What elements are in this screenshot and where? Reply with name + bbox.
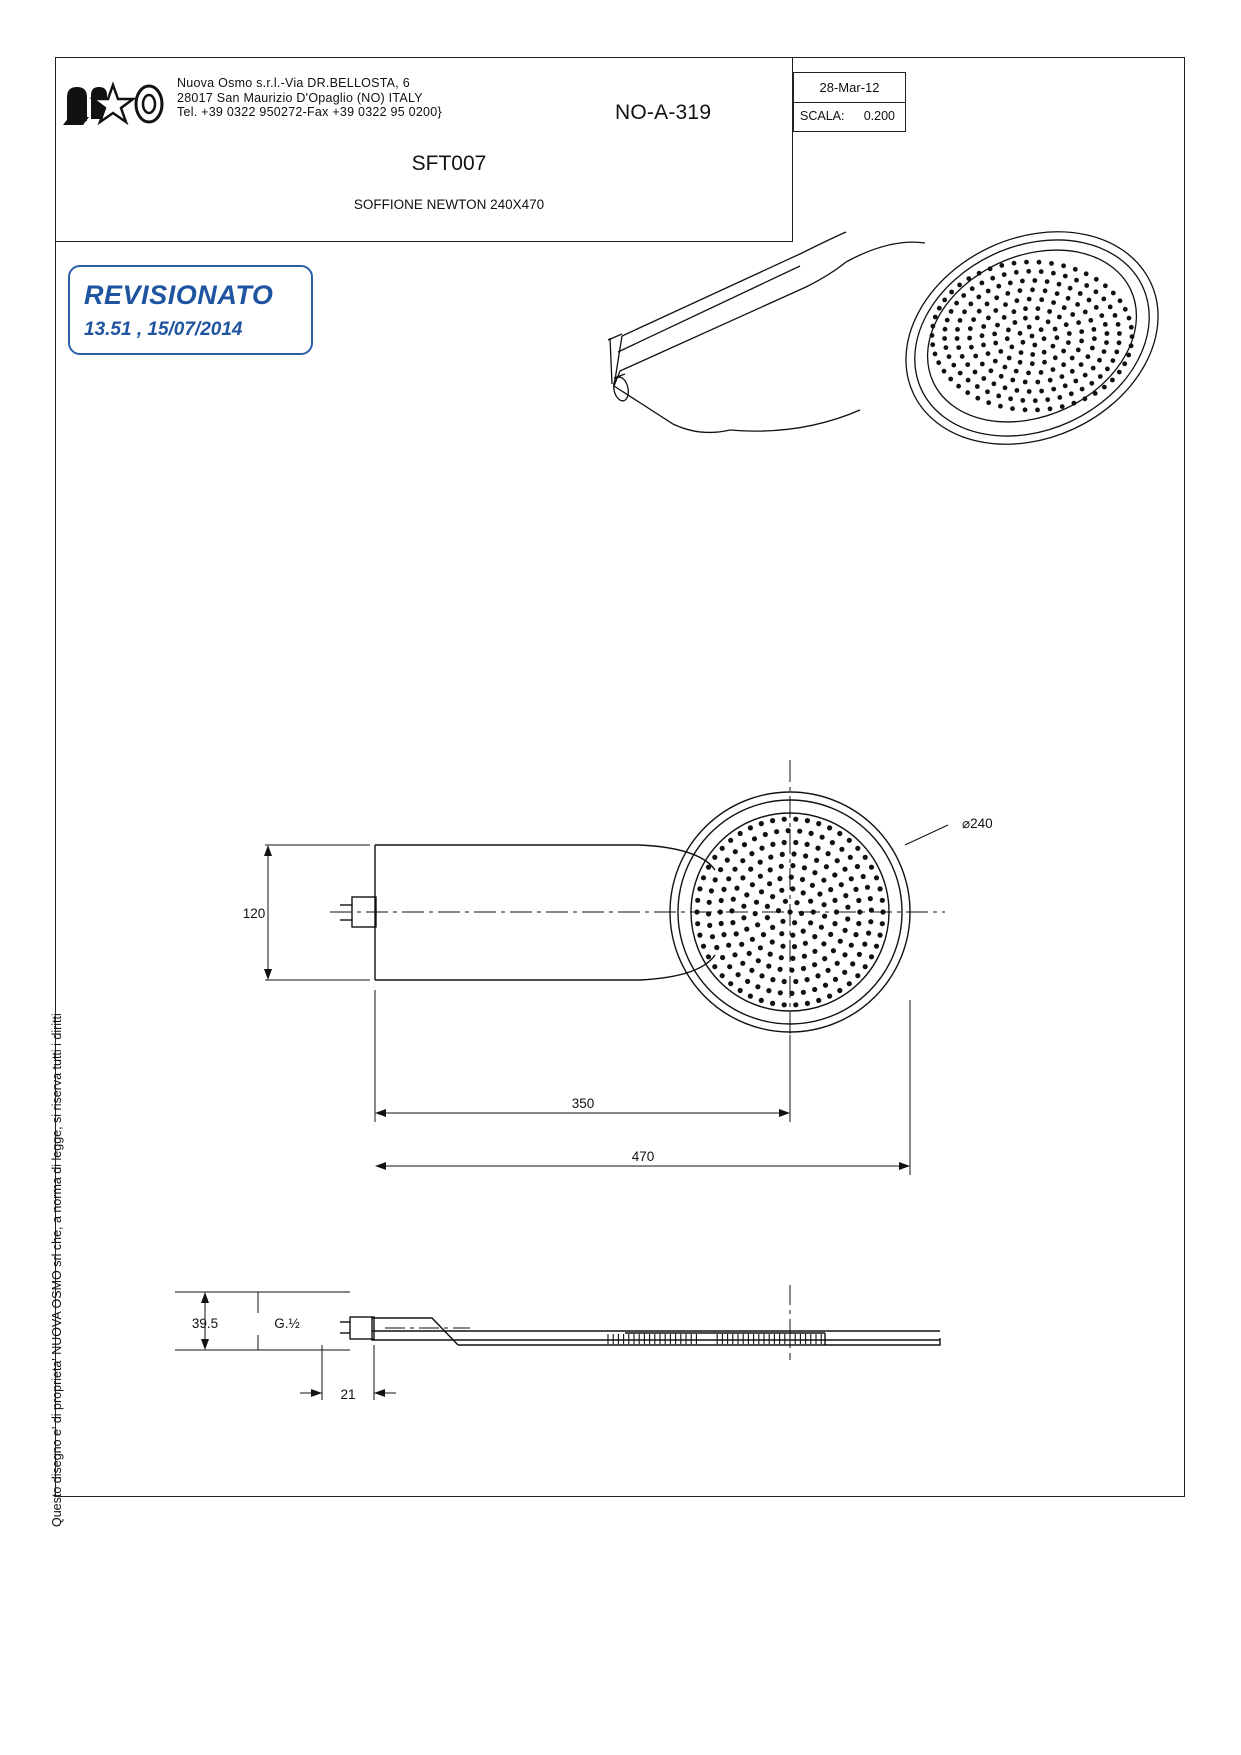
copyright-note: Questo disegno e' di proprieta' NUOVA OSMO srl che, a norma di legge, si riserva tutti i diritti [50,1013,64,1527]
revision-stamp-date: 13.51 , 15/07/2014 [84,319,243,340]
date-box: 28-Mar-12 [793,72,906,103]
scale-label: SCALA: [800,109,845,123]
dim-offset-21: 21 [340,1387,356,1402]
dim-length-470: 470 [631,1149,655,1164]
dim-diameter-240: ⌀240 [962,816,993,831]
revision-stamp [68,265,313,355]
company-line-1: Nuova Osmo s.r.l.-Via DR.BELLOSTA, 6 [177,76,410,90]
dim-length-350: 350 [571,1096,595,1111]
company-logo-icon [61,77,171,137]
company-line-3: Tel. +39 0322 950272-Fax +39 0322 95 0200} [177,105,442,119]
product-description: SOFFIONE NEWTON 240X470 [353,197,545,212]
scale-value: 0.200 [863,109,895,123]
company-address [177,76,442,120]
product-code: SFT007 [411,152,487,175]
company-line-2: 28017 San Maurizio D'Opaglio (NO) ITALY [177,90,423,105]
drawing-number: NO-A-319 [615,101,712,124]
scale-box [793,103,906,132]
dim-height-39-5: 39.5 [191,1316,219,1331]
dim-width-120: 120 [242,906,266,921]
title-block [55,57,793,242]
revision-stamp-title: REVISIONATO [84,280,274,310]
dim-thread-g12: G.½ [274,1316,300,1331]
